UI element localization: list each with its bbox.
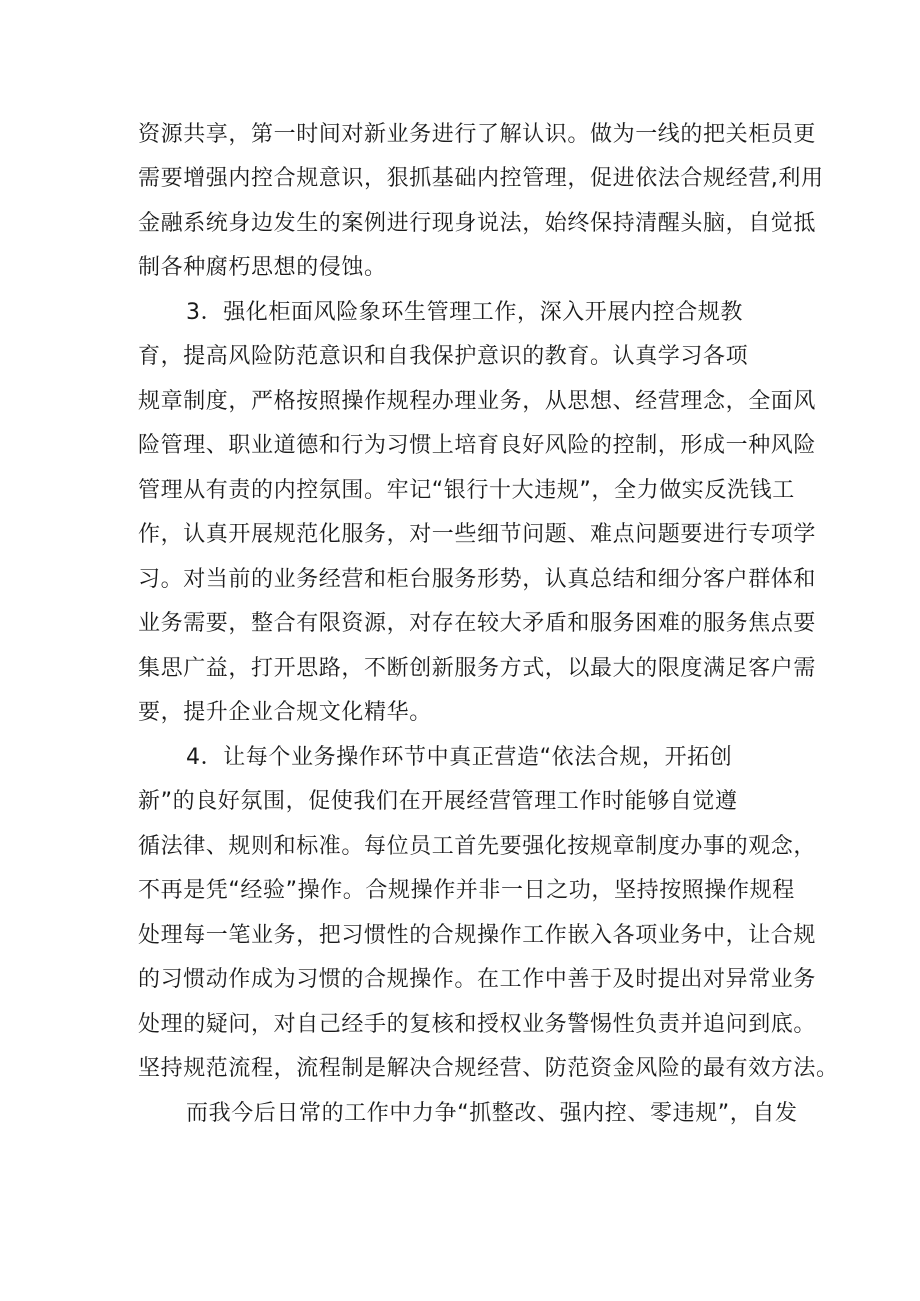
paragraph-line: 作，认真开展规范化服务，对一些细节问题、难点问题要进行专项学 [138, 522, 817, 547]
paragraph-line: 新”的良好氛围，促使我们在开展经营管理工作时能够自觉遵 [138, 789, 738, 814]
paragraph-line: 集思广益，打开思路，不断创新服务方式，以最大的限度满足客户需 [138, 656, 817, 681]
paragraph-line: 规章制度，严格按照操作规程办理业务，从思想、经营理念，全面风 [138, 389, 817, 414]
paragraph-line: 要，提升企业合规文化精华。 [138, 700, 432, 725]
paragraph-line: 业务需要，整合有限资源，对存在较大矛盾和服务困难的服务焦点要 [138, 611, 817, 636]
paragraph-line: 习。对当前的业务经营和柜台服务形势，认真总结和细分客户群体和 [138, 567, 817, 592]
section-heading-3: 3．强化柜面风险象环生管理工作，深入开展内控合规教 [186, 300, 743, 325]
paragraph-line: 金融系统身边发生的案例进行现身说法，始终保持清醒头脑，自觉抵 [138, 211, 817, 236]
paragraph-line: 不再是凭“经验”操作。合规操作并非一日之功，坚持按照操作规程 [138, 878, 795, 903]
paragraph-line: 而我今后日常的工作中力争“抓整改、强内控、零违规”，自发 [186, 1101, 798, 1126]
section-heading-4: 4．让每个业务操作环节中真正营造“依法合规，开拓创 [186, 745, 733, 770]
paragraph-line: 的习惯动作成为习惯的合规操作。在工作中善于及时提出对异常业务 [138, 967, 817, 992]
paragraph-line: 管理从有责的内控氛围。牢记“银行十大违规”，全力做实反洗钱工 [138, 478, 795, 503]
paragraph-line: 险管理、职业道德和行为习惯上培育良好风险的控制，形成一种风险 [138, 433, 817, 458]
paragraph-line: 需要增强内控合规意识，狠抓基础内控管理，促进依法合规经营,利用 [138, 166, 824, 191]
paragraph-line: 处理每一笔业务，把习惯性的合规操作工作嵌入各项业务中，让合规 [138, 923, 817, 948]
paragraph-line: 循法律、规则和标准。每位员工首先要强化按规章制度办事的观念， [138, 834, 817, 859]
paragraph-line: 育，提高风险防范意识和自我保护意识的教育。认真学习各项 [138, 344, 749, 369]
paragraph-line: 坚持规范流程，流程制是解决合规经营、防范资金风险的最有效方法。 [138, 1056, 839, 1081]
paragraph-line: 处理的疑问，对自己经手的复核和授权业务警惕性负责并追问到底。 [138, 1012, 817, 1037]
paragraph-line: 资源共享，第一时间对新业务进行了解认识。做为一线的把关柜员更 [138, 122, 817, 147]
paragraph-line: 制各种腐朽思想的侵蚀。 [138, 255, 387, 280]
